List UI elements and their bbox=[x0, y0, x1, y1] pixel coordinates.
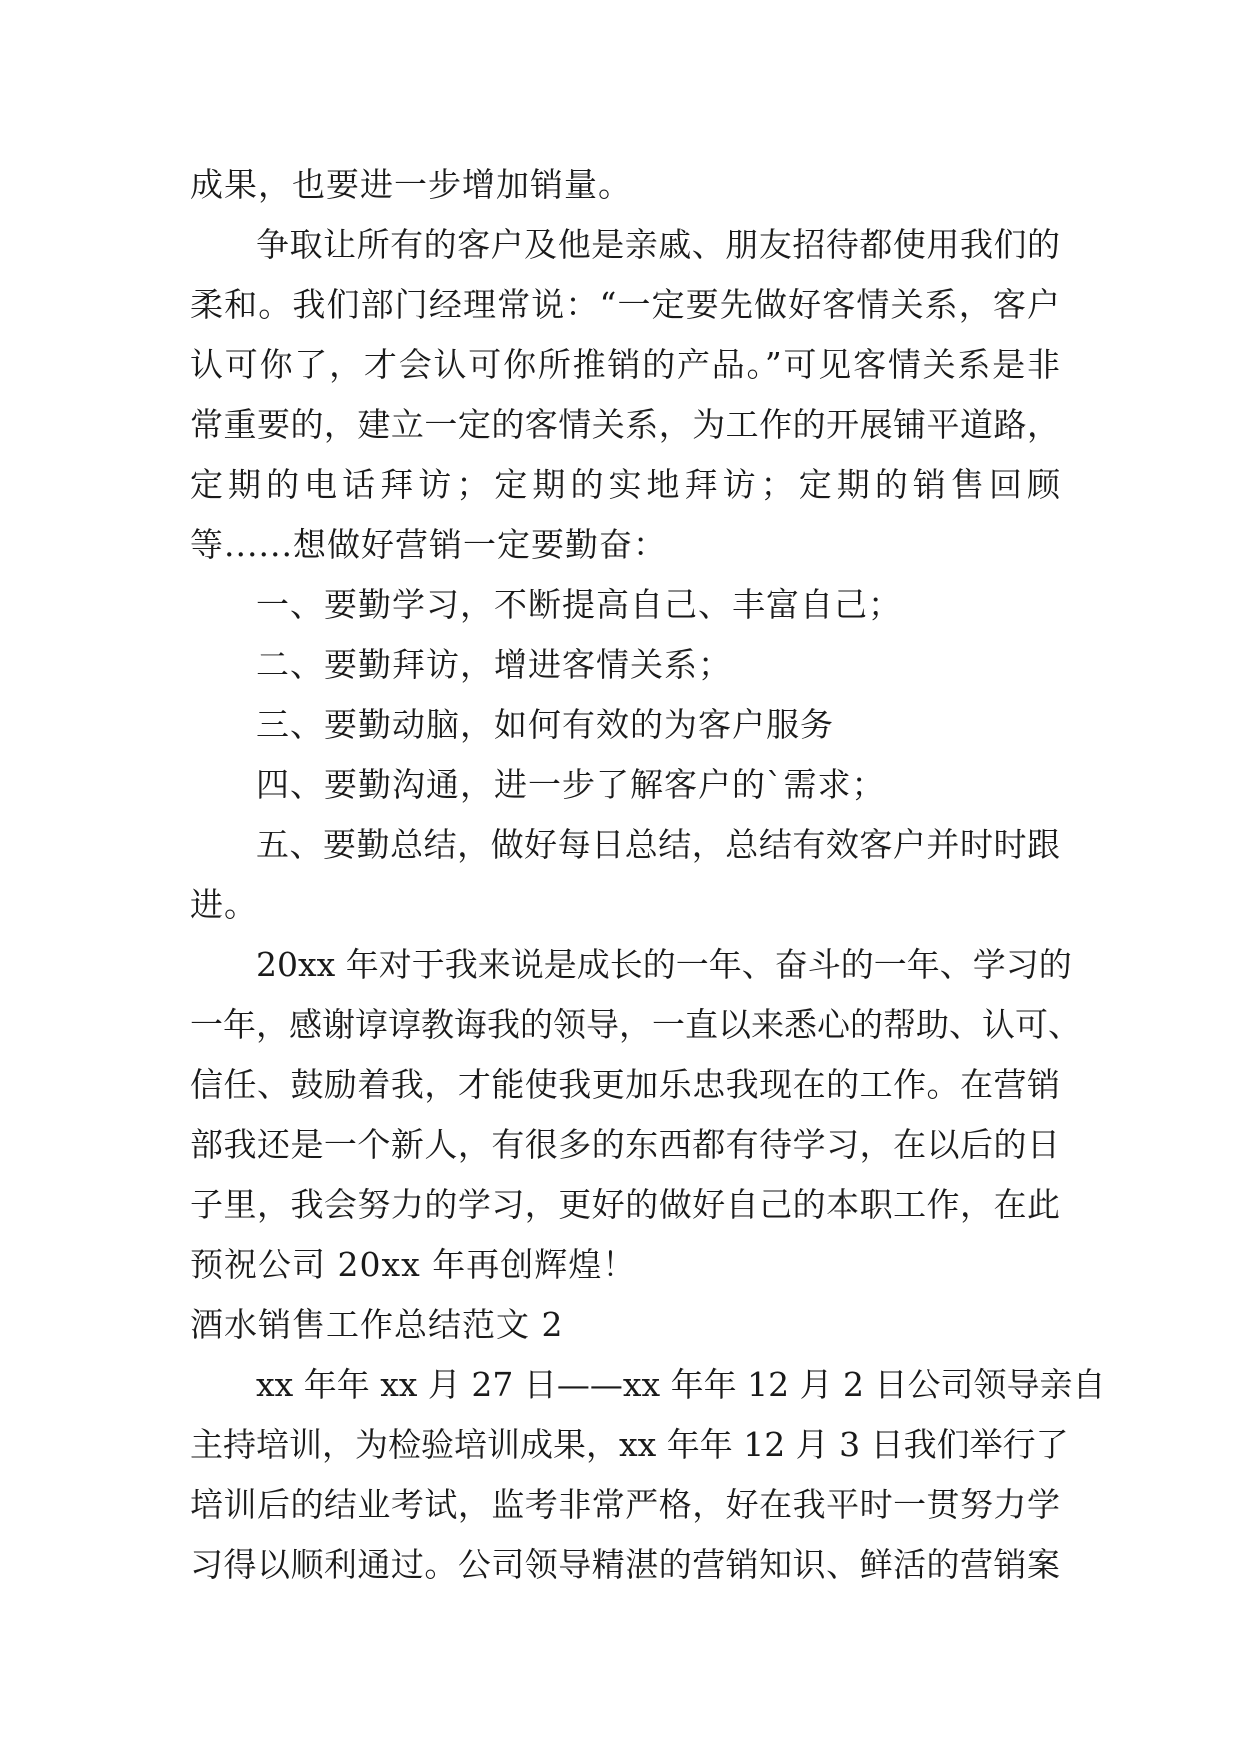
text-line: 认可你了，才会认可你所推销的产品。”可见客情关系是非 bbox=[190, 345, 1060, 384]
text-line: 一年，感谢谆谆教诲我的领导，一直以来悉心的帮助、认可、 bbox=[190, 1005, 1081, 1044]
text-line: 部我还是一个新人，有很多的东西都有待学习，在以后的日 bbox=[190, 1125, 1060, 1164]
list-item: 一、要勤学习，不断提高自己、丰富自己； bbox=[256, 585, 902, 624]
text-line: 定期的电话拜访；定期的实地拜访；定期的销售回顾 bbox=[190, 465, 1060, 504]
text-line: 20xx 年对于我来说是成长的一年、奋斗的一年、学习的 bbox=[256, 945, 1072, 984]
text-line: 培训后的结业考试，监考非常严格，好在我平时一贯努力学 bbox=[190, 1485, 1060, 1524]
text-line: 主持培训，为检验培训成果，xx 年年 12 月 3 日我们举行了 bbox=[190, 1425, 1069, 1464]
section-heading: 酒水销售工作总结范文 2 bbox=[190, 1305, 564, 1344]
document-page bbox=[190, 155, 1106, 1595]
list-item: 五、要勤总结，做好每日总结，总结有效客户并时时跟 bbox=[256, 825, 1060, 864]
text-line: 进。 bbox=[190, 885, 258, 924]
text-line: 成果，也要进一步增加销量。 bbox=[190, 165, 632, 204]
text-line: 等......想做好营销一定要勤奋： bbox=[190, 525, 667, 564]
text-line: 预祝公司 20xx 年再创辉煌！ bbox=[190, 1245, 637, 1284]
text-line: 信任、鼓励着我，才能使我更加乐忠我现在的工作。在营销 bbox=[190, 1065, 1060, 1104]
text-line: 争取让所有的客户及他是亲戚、朋友招待都使用我们的 bbox=[256, 225, 1060, 264]
text-line: xx 年年 xx 月 27 日——xx 年年 12 月 2 日公司领导亲自 bbox=[256, 1365, 1106, 1404]
text-line: 柔和。我们部门经理常说：“一定要先做好客情关系，客户 bbox=[190, 285, 1060, 324]
list-item: 二、要勤拜访，增进客情关系； bbox=[256, 645, 732, 684]
list-item: 四、要勤沟通，进一步了解客户的`需求； bbox=[256, 765, 886, 804]
text-line: 习得以顺利通过。公司领导精湛的营销知识、鲜活的营销案 bbox=[190, 1545, 1060, 1584]
text-line: 子里，我会努力的学习，更好的做好自己的本职工作，在此 bbox=[190, 1185, 1060, 1224]
list-item: 三、要勤动脑，如何有效的为客户服务 bbox=[256, 705, 834, 744]
text-line: 常重要的，建立一定的客情关系，为工作的开展铺平道路， bbox=[190, 405, 1060, 444]
